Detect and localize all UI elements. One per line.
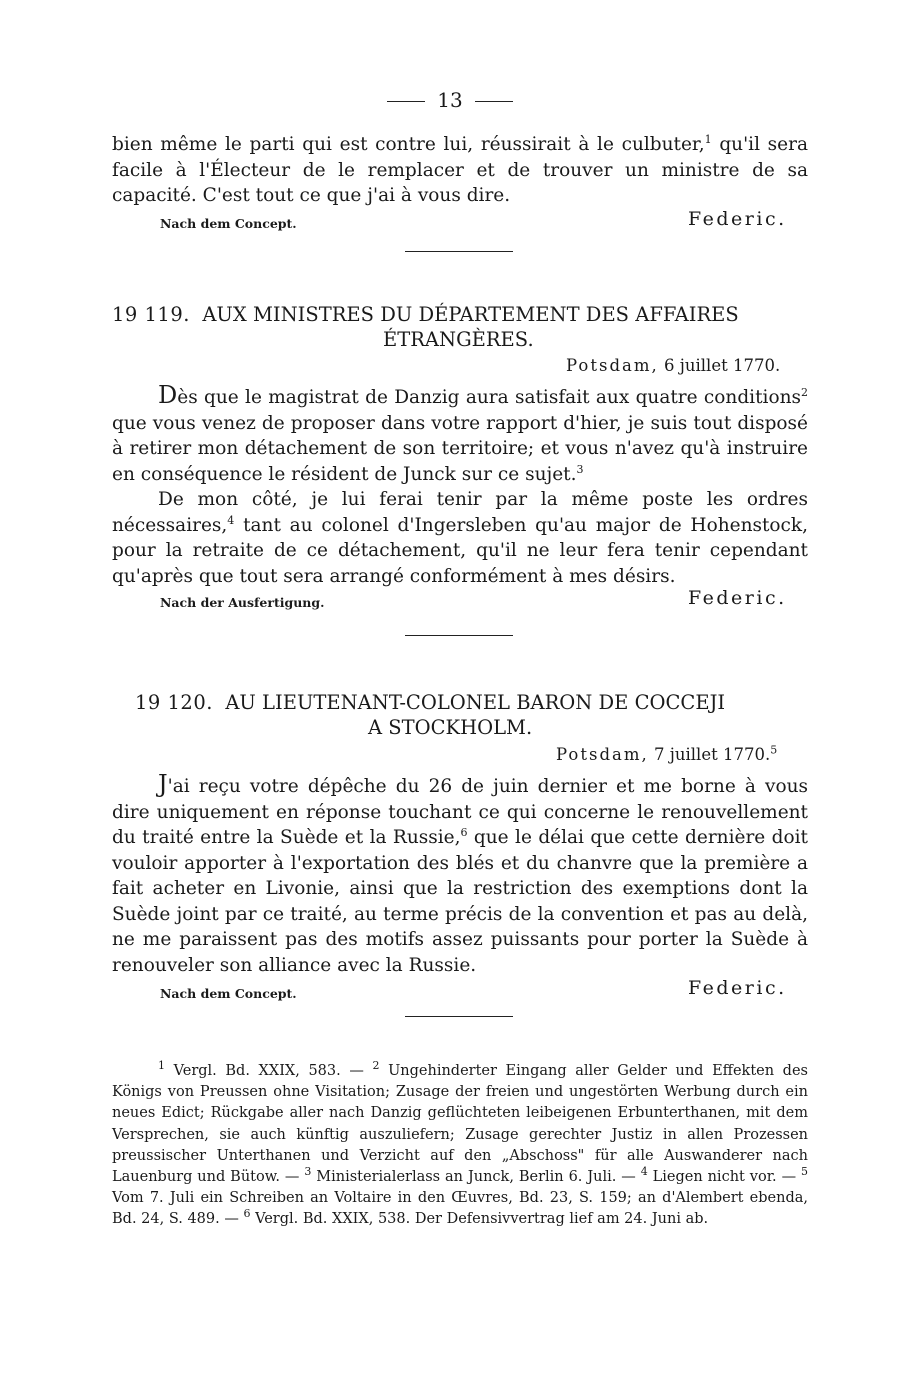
letter-number: 19 120. [135, 691, 213, 714]
letter-19119-dateline: Potsdam, 6 juillet 1770. [566, 356, 781, 375]
footnote-ref-6: 6 [460, 825, 468, 839]
drop-cap: J [158, 770, 168, 798]
footnote-ref-3: 3 [576, 462, 584, 476]
letter-addressee: AUX MINISTRES DU DÉPARTEMENT DES AFFAIRES [202, 303, 739, 326]
source-note-top: Nach dem Concept. [160, 216, 297, 231]
footnote-ref-5: 5 [770, 743, 778, 757]
separator-rule-3 [405, 1016, 513, 1017]
letter-addressee-line2: ÉTRANGÈRES. [383, 328, 534, 351]
signature-19119: Federic. [688, 587, 787, 609]
signature-19120: Federic. [688, 977, 787, 999]
separator-rule-1 [405, 251, 513, 252]
letter-19119-paragraph-1: Dès que le magistrat de Danzig aura satisfait aux quatre conditions$^2$ que vous venez de proposer dans votre rapport d'hier, je suis tout disposé à retirer mon détachement de son territoire; et vous n'avez qu'à instruire en conséquence le résident de Junck sur ce sujet.$^3$ [112, 381, 808, 485]
footnote-mark-4: 4 [640, 1165, 648, 1179]
source-note-19120: Nach dem Concept. [160, 986, 297, 1001]
page-number-dash-left [387, 101, 425, 102]
footnote-mark-6: 6 [243, 1207, 251, 1221]
drop-cap: D [158, 381, 178, 409]
footnote-mark-2: 2 [372, 1059, 380, 1073]
letter-19120-dateline: Potsdam, 7 juillet 1770.$^5$ [556, 743, 778, 764]
footnotes: $^1$ Vergl. Bd. XXIX, 583. — $^2$ Ungehinderter Eingang aller Gelder und Effekten des Königs von Preussen ohne Visitation; Zusage der freien und ungestörten Werbung durch ein neues Edict; Rückgabe aller nach Danzig geflüchteten leibeigenen Erbunterthanen, mit dem Versprechen, sie auch künftig auszuliefern; Zusage gerechter Justiz in allen Prozessen preussischer Unterthanen und Verzicht auf den „Abschoss" für alle Auswanderer nach Lauenburg und Bütow. — $^3$ Ministerialerlass an Junck, Berlin 6. Juli. — $^4$ Liegen nicht vor. — $^5$ Vom 7. Juli ein Schreiben an Voltaire in den Œuvres, Bd. 23, S. 159; an d'Alembert ebenda, Bd. 24, S. 489. — $^6$ Vergl. Bd. XXIX, 538. Der Defensivvertrag lief am 24. Juni ab. [112, 1059, 808, 1228]
footnote-ref-2: 2 [801, 385, 808, 399]
letter-addressee: AU LIEUTENANT-COLONEL BARON DE COCCEJI [225, 691, 726, 714]
footnote-mark-1: 1 [158, 1059, 165, 1073]
signature-top: Federic. [688, 208, 787, 230]
page-number: 13 [0, 88, 900, 112]
letter-number: 19 119. [112, 303, 190, 326]
footnote-mark-3: 3 [304, 1165, 312, 1179]
footnote-mark-5: 5 [800, 1165, 808, 1179]
letter-addressee-line2: A STOCKHOLM. [368, 716, 533, 739]
letter-19120-paragraph-1: J'ai reçu votre dépêche du 26 de juin dernier et me borne à vous dire uniquement en réponse touchant ce qui concerne le renouvellement du traité entre la Suède et la Russie,$^6$ que le délai que cette dernière doit vouloir apporter à l'exportation des blés et du chanvre que la première a fait acheter en Livonie, ainsi que la restriction des exemptions dont la Suède joint par ce traité, au terme précis de la convention et pas au delà, ne me paraissent pas des motifs assez puissants pour porter la Suède à renouveler son alliance avec la Russie. [112, 770, 808, 976]
separator-rule-2 [405, 635, 513, 636]
footnote-ref-1: 1 [704, 132, 712, 146]
continued-paragraph: bien même le parti qui est contre lui, réussirait à le culbuter,$^1$ qu'il sera facile à l'Électeur de le remplacer et de trouver un ministre de sa capacité. C'est tout ce que j'ai à vous dire. [112, 132, 808, 206]
source-note-19119: Nach der Ausfertigung. [160, 595, 325, 610]
page-number-dash-right [475, 101, 513, 102]
footnote-ref-4: 4 [227, 513, 235, 527]
letter-19119-paragraph-2: De mon côté, je lui ferai tenir par la même poste les ordres nécessaires,$^4$ tant au colonel d'Ingersleben qu'au major de Hohenstock, pour la retraite de ce détachement, qu'il ne leur fera tenir cependant qu'après que tout sera arrangé conformément à mes désirs. [112, 489, 808, 587]
